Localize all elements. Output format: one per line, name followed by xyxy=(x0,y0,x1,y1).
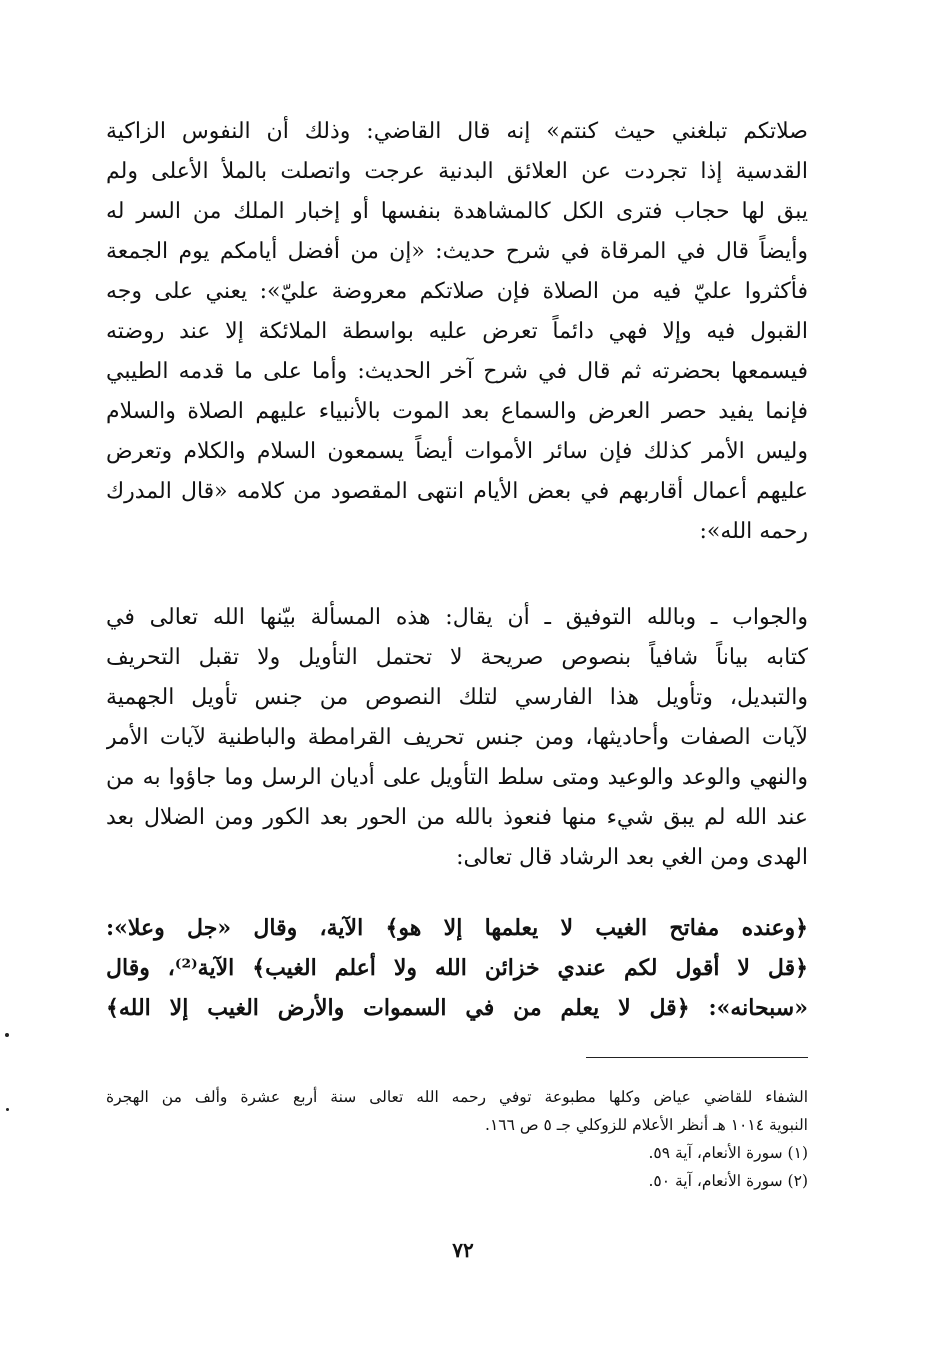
quran-quotes xyxy=(106,908,808,1028)
footnote-1: (١) سورة الأنعام، آية ٥٩. xyxy=(648,1144,808,1162)
text-line: يبق لها حجاب فترى الكل كالمشاهدة بنفسها أو إخبار الملك من السر له xyxy=(106,199,808,224)
text-line: والتبديل، وتأويل هذا الفارسي لتلك النصوص من جنس تأويل الجهمية xyxy=(106,685,808,710)
text-line: صلاتكم تبلغني حيث كنتم» إنه قال القاضي: وذلك أن النفوس الزاكية xyxy=(106,119,808,144)
footnote-line: الشفاء للقاضي عياض وكلها مطبوعة توفي رحمه الله تعالى سنة أربع عشرة وألف من الهجرة xyxy=(106,1088,808,1106)
quran-verse-line: ﴿وعنده مفاتح الغيب لا يعلمها إلا هو﴾ الآية، وقال «جل وعلا»: xyxy=(106,915,808,941)
footnote-2: (٢) سورة الأنعام، آية ٥٠. xyxy=(648,1172,808,1190)
text-line: فيسمعها بحضرته ثم قال في شرح آخر الحديث: وأما على ما قدمه الطيبي xyxy=(106,359,808,384)
text-line: الهدى ومن الغي بعد الرشاد قال تعالى: xyxy=(456,845,808,870)
footnotes xyxy=(106,1083,808,1195)
text-line: فأكثروا عليّ فيه من الصلاة فإن صلاتكم معروضة عليّ»: يعني على وجه xyxy=(106,279,808,304)
text-line: والنهي والوعد والوعيد ومتى سلط التأويل على أديان الرسل وما جاؤوا به من xyxy=(106,765,808,790)
footnote-divider xyxy=(586,1057,808,1058)
text-line: وأيضاً قال في المرقاة في شرح حديث: «إن من أفضل أيامكم يوم الجمعة xyxy=(106,239,808,264)
text-line: رحمه الله»: xyxy=(699,519,808,544)
page-number: ٧٢ xyxy=(452,1238,474,1262)
text-line: فإنما يفيد حصر العرض والسماع بعد الموت بالأنبياء عليهم الصلاة والسلام xyxy=(106,399,808,424)
text-line: القدسية إذا تجردت عن العلائق البدنية عرجت واتصلت بالملأ الأعلى ولم xyxy=(106,159,808,184)
scan-speck xyxy=(6,1108,9,1111)
quran-verse-line: «سبحانه»: ﴿قل لا يعلم من في السموات والأرض الغيب إلا الله﴾ xyxy=(106,995,808,1021)
paragraph-1 xyxy=(106,112,808,552)
paragraph-2 xyxy=(106,598,808,878)
text-line: لآيات الصفات وأحاديثها، ومن جنس تحريف القرامطة والباطنية لآيات الأمر xyxy=(106,725,808,750)
text-line: كتابه بياناً شافياً بنصوص صريحة لا تحتمل التأويل ولا تقبل التحريف xyxy=(106,645,808,670)
text-line: عند الله لم يبق شيء منها فنعوذ بالله من الحور بعد الكور ومن الضلال بعد xyxy=(106,805,808,830)
text-line: وليس الأمر كذلك فإن سائر الأموات أيضاً يسمعون السلام والكلام وتعرض xyxy=(106,439,808,464)
text-line: عليهم أعمال أقاربهم في بعض الأيام انتهى المقصود من كلامه «قال المدرك xyxy=(106,479,808,504)
text-line: القبول فيه وإلا فهي دائماً تعرض عليه بواسطة الملائكة إلا عند روضته xyxy=(106,319,808,344)
text-line: والجواب ـ وبالله التوفيق ـ أن يقال: هذه المسألة بيّنها الله تعالى في xyxy=(106,605,808,630)
quran-verse-line: ﴿قل لا أقول لكم عندي خزائن الله ولا أعلم الغيب﴾ الآية⁽²⁾، وقال xyxy=(106,955,808,981)
footnote-line: النبوية ١٠١٤ هـ أنظر الأعلام للزوكلي جـ ٥ ص ١٦٦. xyxy=(485,1116,808,1134)
scan-speck xyxy=(5,1033,9,1037)
